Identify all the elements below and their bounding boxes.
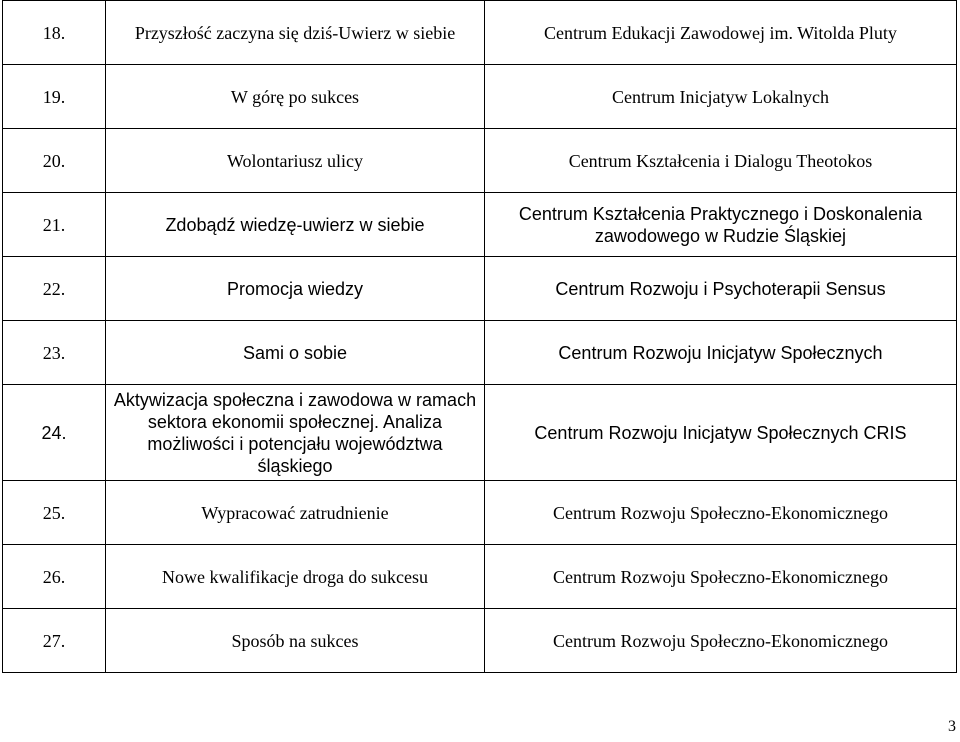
project-title: Wypracować zatrudnienie xyxy=(106,481,485,545)
organization-name: Centrum Rozwoju Społeczno-Ekonomicznego xyxy=(485,545,957,609)
project-title: Przyszłość zaczyna się dziś-Uwierz w siebie xyxy=(106,1,485,65)
row-number: 25. xyxy=(3,481,106,545)
row-number: 23. xyxy=(3,321,106,385)
project-title: Sami o sobie xyxy=(106,321,485,385)
organization-name: Centrum Rozwoju Inicjatyw Społecznych CRIS xyxy=(485,385,957,481)
table-row xyxy=(3,65,957,129)
table-row xyxy=(3,129,957,193)
table-row xyxy=(3,545,957,609)
row-number: 21. xyxy=(3,193,106,257)
organization-name: Centrum Rozwoju Społeczno-Ekonomicznego xyxy=(485,609,957,673)
project-title: Nowe kwalifikacje droga do sukcesu xyxy=(106,545,485,609)
table-row xyxy=(3,1,957,65)
row-number: 27. xyxy=(3,609,106,673)
row-number: 19. xyxy=(3,65,106,129)
projects-table xyxy=(2,0,957,673)
table-row xyxy=(3,193,957,257)
table-row xyxy=(3,481,957,545)
table-row xyxy=(3,385,957,481)
table-row xyxy=(3,321,957,385)
organization-name: Centrum Rozwoju Inicjatyw Społecznych xyxy=(485,321,957,385)
row-number: 20. xyxy=(3,129,106,193)
row-number: 22. xyxy=(3,257,106,321)
page-number: 3 xyxy=(948,718,956,735)
row-number: 24. xyxy=(3,385,106,481)
row-number: 18. xyxy=(3,1,106,65)
organization-name: Centrum Kształcenia i Dialogu Theotokos xyxy=(485,129,957,193)
project-title: W górę po sukces xyxy=(106,65,485,129)
table-row xyxy=(3,257,957,321)
organization-name: Centrum Rozwoju Społeczno-Ekonomicznego xyxy=(485,481,957,545)
organization-name: Centrum Rozwoju i Psychoterapii Sensus xyxy=(485,257,957,321)
project-title: Promocja wiedzy xyxy=(106,257,485,321)
project-title: Wolontariusz ulicy xyxy=(106,129,485,193)
organization-name: Centrum Inicjatyw Lokalnych xyxy=(485,65,957,129)
table-row xyxy=(3,609,957,673)
project-title: Sposób na sukces xyxy=(106,609,485,673)
row-number: 26. xyxy=(3,545,106,609)
project-title: Aktywizacja społeczna i zawodowa w ramach sektora ekonomii społecznej. Analiza możliwości i potencjału województwa śląskiego xyxy=(106,385,485,481)
organization-name: Centrum Edukacji Zawodowej im. Witolda Pluty xyxy=(485,1,957,65)
project-title: Zdobądź wiedzę-uwierz w siebie xyxy=(106,193,485,257)
organization-name: Centrum Kształcenia Praktycznego i Doskonalenia zawodowego w Rudzie Śląskiej xyxy=(485,193,957,257)
